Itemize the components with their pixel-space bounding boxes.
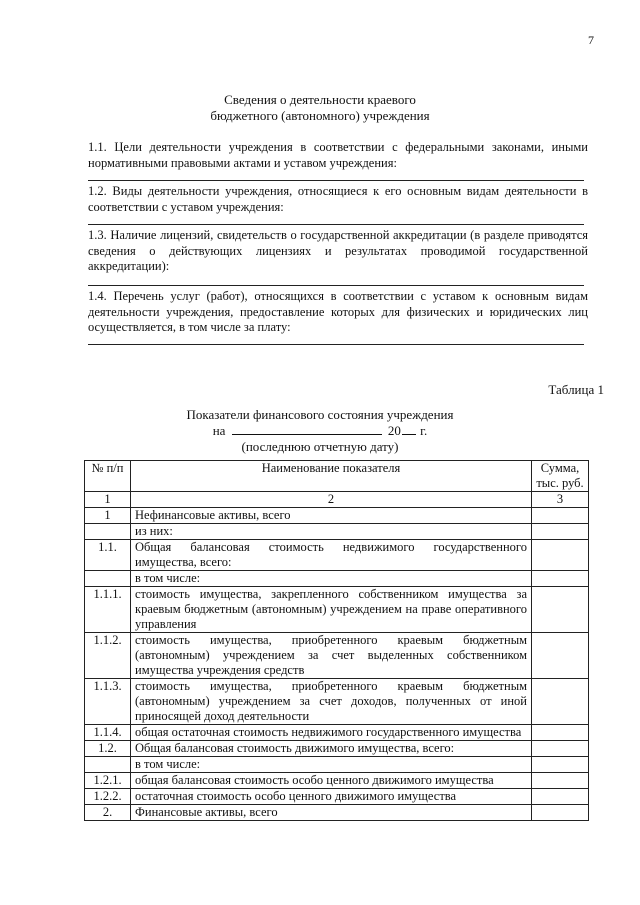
row-sum (532, 789, 589, 805)
indicators-heading (0, 407, 640, 455)
row-num: 1.1.2. (85, 633, 131, 679)
row-name: общая балансовая стоимость особо ценного движимого имущества (131, 773, 532, 789)
row-sum (532, 725, 589, 741)
section-1-1-text: 1.1. Цели деятельности учреждения в соответствии с федеральными законами, иными нормативными правовыми актами и уставом учреждения: (88, 140, 588, 170)
date-note: (последнюю отчетную дату) (241, 439, 399, 454)
table-row (85, 587, 589, 633)
heading-line-2: бюджетного (автономного) учреждения (210, 108, 430, 123)
year-suffix: г. (420, 423, 428, 438)
row-num (85, 524, 131, 540)
indicators-title: Показатели финансового состояния учреждения (186, 407, 454, 422)
table-row (85, 540, 589, 571)
column-numbers-row (85, 492, 589, 508)
row-name: из них: (131, 524, 532, 540)
table-caption: Таблица 1 (548, 382, 604, 397)
row-name: стоимость имущества, закрепленного собственником имущества за краевым бюджетным (автономным) учреждением на праве оперативного управления (131, 587, 532, 633)
header-num: № п/п (85, 461, 131, 492)
report-date-line (0, 423, 640, 439)
row-sum (532, 524, 589, 540)
row-sum (532, 587, 589, 633)
section-1-1-fill-line (88, 180, 584, 181)
row-sum (532, 508, 589, 524)
section-1-2-text: 1.2. Виды деятельности учреждения, относящиеся к его основным видам деятельности в соответствии с уставом учреждения: (88, 184, 588, 214)
col-number: 1 (85, 492, 131, 508)
row-num: 1.1. (85, 540, 131, 571)
row-num (85, 571, 131, 587)
section-1-3-text: 1.3. Наличие лицензий, свидетельств о государственной аккредитации (в разделе приводятся сведения о действующих лицензиях и результатах проводимой государственной аккредитации): (88, 228, 588, 273)
table-row (85, 789, 589, 805)
row-sum (532, 773, 589, 789)
row-name: Общая балансовая стоимость движимого имущества, всего: (131, 741, 532, 757)
row-name: общая остаточная стоимость недвижимого государственного имущества (131, 725, 532, 741)
table-row (85, 725, 589, 741)
table-header-row (85, 461, 589, 492)
row-num: 2. (85, 805, 131, 821)
row-sum (532, 679, 589, 725)
section-1-2-fill-line (88, 224, 584, 225)
table-row (85, 805, 589, 821)
year-blank (402, 423, 416, 435)
col-number: 3 (532, 492, 589, 508)
header-name: Наименование показателя (131, 461, 532, 492)
row-sum (532, 805, 589, 821)
table-row (85, 633, 589, 679)
date-prefix: на (212, 423, 226, 438)
row-name: стоимость имущества, приобретенного краевым бюджетным (автономным) учреждением за счет выделенных собственником имущества учреждения средств (131, 633, 532, 679)
row-num: 1.2. (85, 741, 131, 757)
table-row (85, 679, 589, 725)
row-name: в том числе: (131, 571, 532, 587)
row-num: 1.2.1. (85, 773, 131, 789)
row-sum (532, 540, 589, 571)
table-row (85, 757, 589, 773)
table-row (85, 508, 589, 524)
row-num: 1.1.4. (85, 725, 131, 741)
row-name: Нефинансовые активы, всего (131, 508, 532, 524)
row-num: 1.1.1. (85, 587, 131, 633)
financial-indicators-table (84, 460, 589, 821)
section-1-4-fill-line (88, 344, 584, 345)
row-name: Общая балансовая стоимость недвижимого государственного имущества, всего: (131, 540, 532, 571)
row-sum (532, 633, 589, 679)
table-row (85, 524, 589, 540)
section-1-4-text: 1.4. Перечень услуг (работ), относящихся в соответствии с уставом к основным видам деятельности учреждения, предоставление которых для физических и юридических лиц осуществляется, в том числе за плату: (88, 289, 588, 334)
row-num: 1.1.3. (85, 679, 131, 725)
row-name: Финансовые активы, всего (131, 805, 532, 821)
row-name: в том числе: (131, 757, 532, 773)
row-num: 1 (85, 508, 131, 524)
document-heading (0, 92, 640, 124)
date-blank (232, 423, 382, 435)
heading-line-1: Сведения о деятельности краевого (224, 92, 416, 107)
row-sum (532, 757, 589, 773)
row-num: 1.2.2. (85, 789, 131, 805)
row-name: стоимость имущества, приобретенного краевым бюджетным (автономным) учреждением за счет доходов, полученных от иной приносящей доход деятельности (131, 679, 532, 725)
row-name: остаточная стоимость особо ценного движимого имущества (131, 789, 532, 805)
row-num (85, 757, 131, 773)
page-number: 7 (588, 33, 594, 47)
table-row (85, 773, 589, 789)
row-sum (532, 571, 589, 587)
year-prefix: 20 (387, 423, 401, 438)
table-row (85, 741, 589, 757)
col-number: 2 (131, 492, 532, 508)
table-row (85, 571, 589, 587)
section-1-3-fill-line (88, 285, 584, 286)
header-sum: Сумма, тыс. руб. (532, 461, 589, 492)
row-sum (532, 741, 589, 757)
